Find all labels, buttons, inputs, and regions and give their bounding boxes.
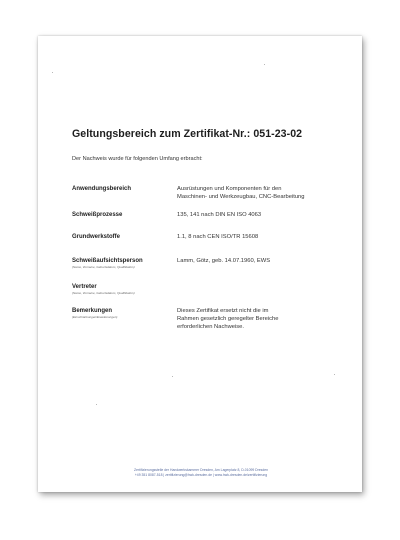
- certificate-page: [38, 36, 362, 492]
- field-label-text: Schweißaufsichtsperson: [72, 258, 143, 264]
- field-label-bemerkungen: [72, 308, 117, 319]
- field-sublabel: (Name, Vorname, Geburtsdatum, Qualifikation): [72, 290, 135, 295]
- field-label-text: Schweißprozesse: [72, 212, 123, 218]
- field-value-anwendungsbereich: [177, 185, 305, 201]
- field-label-vertreter: [72, 284, 135, 295]
- field-label-schweissaufsichtsperson: [72, 258, 143, 269]
- scan-speck: [96, 404, 97, 405]
- field-value-line: Ausrüstungen und Komponenten für den: [177, 186, 282, 192]
- field-label-text: Grundwerkstoffe: [72, 234, 121, 240]
- field-value-grundwerkstoffe: [177, 233, 258, 241]
- field-value-line: 135, 141 nach DIN EN ISO 4063: [177, 212, 262, 218]
- field-value-line: Dieses Zertifikat ersetzt nicht die im: [177, 308, 269, 314]
- field-label-anwendungsbereich: [72, 186, 131, 192]
- field-label-text: Vertreter: [72, 284, 97, 290]
- field-value-line: 1.1, 8 nach CEN ISO/TR 15608: [177, 234, 259, 240]
- field-value-line: Lamm, Götz, geb. 14.07.1960, EWS: [177, 258, 271, 264]
- field-value-line: Rahmen gesetzlich geregelter Bereiche: [177, 316, 279, 322]
- footer-contact: +49 351 8087-518 | zertifizierung@hwk-dresden.de | www.hwk-dresden.de/zertifizierung: [134, 473, 268, 477]
- field-sublabel: (Name, Vorname, Geburtsdatum, Qualifikation): [72, 264, 135, 269]
- field-value-bemerkungen: [177, 307, 279, 331]
- certificate-title: Geltungsbereich zum Zertifikat-Nr.: 051-23-02: [72, 128, 303, 140]
- scan-speck: [264, 64, 265, 65]
- field-value-schweissprozesse: [177, 211, 261, 219]
- scan-speck: [172, 376, 173, 377]
- intro-text: Der Nachweis wurde für folgenden Umfang erbracht:: [72, 156, 203, 162]
- field-label-text: Anwendungsbereich: [72, 186, 132, 192]
- field-sublabel: (Einschränkungen/Erweiterungen): [72, 314, 118, 319]
- footer-address: Zertifizierungsstelle der Handwerkskammer Dresden, Am Lagerplatz 8, D-01099 Dresden: [134, 468, 268, 472]
- field-value-line: erforderlichen Nachweise.: [177, 324, 245, 330]
- scan-speck: [52, 72, 53, 73]
- field-value-schweissaufsichtsperson: [177, 257, 270, 265]
- field-label-grundwerkstoffe: [72, 234, 120, 240]
- field-value-line: Maschinen- und Werkzeugbau, CNC-Bearbeitung: [177, 194, 305, 200]
- field-label-schweissprozesse: [72, 212, 122, 218]
- scan-speck: [334, 374, 335, 375]
- field-label-text: Bemerkungen: [72, 308, 113, 314]
